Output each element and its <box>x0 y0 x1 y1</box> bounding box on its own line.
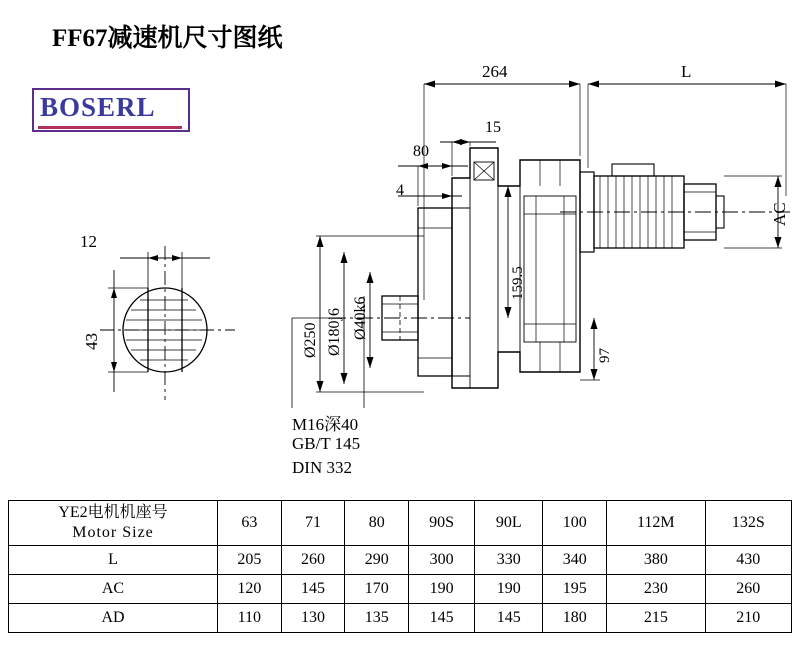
table-header-cell: 112M <box>607 501 705 546</box>
note-din332: DIN 332 <box>292 458 352 477</box>
header-label-zh: YE2电机机座号 <box>58 504 168 521</box>
table-header-cell: 71 <box>281 501 345 546</box>
table-header-label <box>9 501 218 546</box>
table-header-cell: 90L <box>475 501 543 546</box>
table-header-cell: 80 <box>345 501 409 546</box>
dim-12: 12 <box>80 232 97 251</box>
table-header-cell: 132S <box>705 501 791 546</box>
table-cell: 120 <box>218 575 282 604</box>
table-cell: 330 <box>475 546 543 575</box>
table-cell: 380 <box>607 546 705 575</box>
dim-15: 15 <box>485 119 501 136</box>
dim-dia180: Ø180j6 <box>326 308 343 356</box>
table-cell: 145 <box>409 604 475 633</box>
table-cell: 230 <box>607 575 705 604</box>
table-cell: 190 <box>475 575 543 604</box>
table-cell: 215 <box>607 604 705 633</box>
table-cell: 180 <box>543 604 607 633</box>
table-cell: 210 <box>705 604 791 633</box>
note-gbt145: GB/T 145 <box>292 434 361 453</box>
dim-159-5: 159.5 <box>510 266 526 300</box>
table-cell: 135 <box>345 604 409 633</box>
table-cell: 205 <box>218 546 282 575</box>
table-header-cell: 90S <box>409 501 475 546</box>
header-label-en: Motor Size <box>72 524 154 541</box>
motor-size-table <box>8 500 792 633</box>
dim-dia40: Ø40k6 <box>352 296 369 340</box>
table-cell: 300 <box>409 546 475 575</box>
row-label: AC <box>9 575 218 604</box>
table-cell: 145 <box>475 604 543 633</box>
dim-97: 97 <box>597 348 613 363</box>
table-cell: 170 <box>345 575 409 604</box>
table-cell: 195 <box>543 575 607 604</box>
table-header-row <box>9 501 792 546</box>
table-header-cell: 100 <box>543 501 607 546</box>
dim-dia250: Ø250 <box>302 322 319 358</box>
table-cell: 290 <box>345 546 409 575</box>
table-cell: 190 <box>409 575 475 604</box>
table-cell: 430 <box>705 546 791 575</box>
table-row <box>9 604 792 633</box>
table-header-cell: 63 <box>218 501 282 546</box>
dim-264: 264 <box>482 62 508 81</box>
row-label: AD <box>9 604 218 633</box>
logo-text: BOSERL <box>40 92 156 122</box>
table-cell: 145 <box>281 575 345 604</box>
table-cell: 260 <box>281 546 345 575</box>
table-cell: 130 <box>281 604 345 633</box>
dim-80: 80 <box>413 143 429 160</box>
row-label: L <box>9 546 218 575</box>
table-row <box>9 575 792 604</box>
note-m16: M16深40 <box>292 415 359 434</box>
dim-4: 4 <box>396 182 404 199</box>
page-title: FF67减速机尺寸图纸 <box>52 25 283 52</box>
table-cell: 110 <box>218 604 282 633</box>
dim-43: 43 <box>82 333 101 350</box>
table-cell: 340 <box>543 546 607 575</box>
table-cell: 260 <box>705 575 791 604</box>
dim-L: L <box>681 62 692 81</box>
table-row <box>9 546 792 575</box>
dim-AC: AC <box>770 202 789 226</box>
